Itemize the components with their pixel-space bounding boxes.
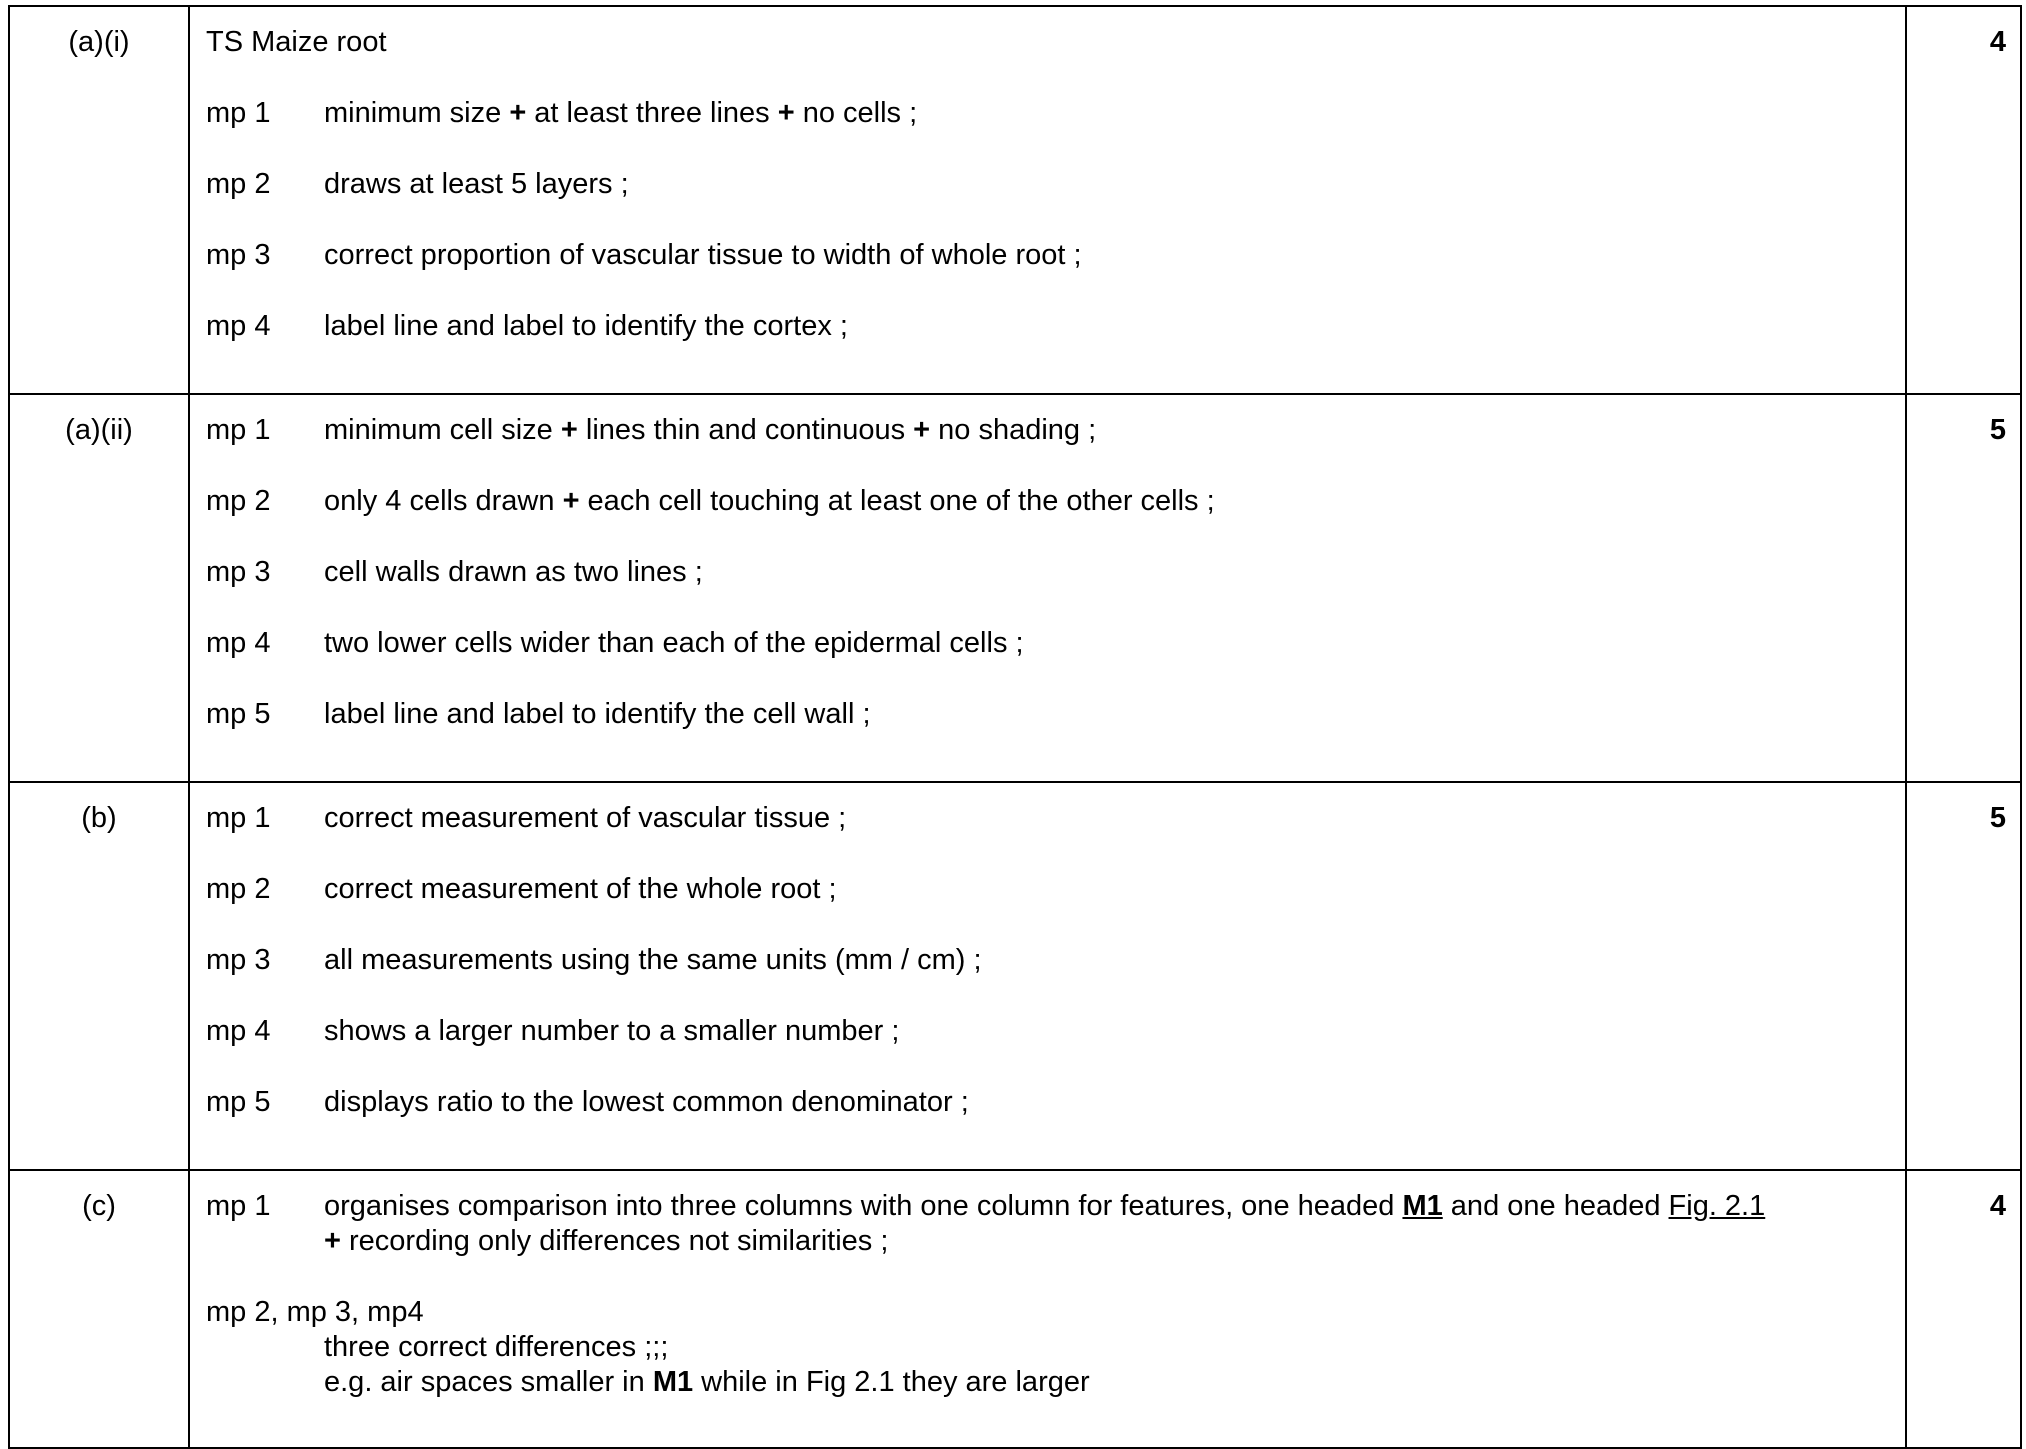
marks-cell: 5 [1906, 782, 2021, 1170]
table-row [9, 782, 2021, 1170]
answer-cell [189, 782, 1906, 1170]
marks-cell: 4 [1906, 6, 2021, 394]
question-number: (c) [9, 1170, 189, 1448]
marking-point: mp 4 label line and label to identify the cortex ; [206, 310, 848, 342]
marking-point: mp 1 correct measurement of vascular tissue ; [206, 802, 847, 834]
marking-point [206, 1295, 1885, 1400]
marking-point: mp 4 two lower cells wider than each of the epidermal cells ; [206, 627, 1024, 659]
question-number: (a)(i) [9, 6, 189, 394]
marking-point: mp 3 cell walls drawn as two lines ; [206, 556, 703, 588]
mark-scheme-table [8, 5, 2022, 1449]
answer-cell [189, 394, 1906, 782]
marking-point-text: three correct differences ;;; [324, 1331, 669, 1363]
question-number: (b) [9, 782, 189, 1170]
marking-point: mp 2 only 4 cells drawn + each cell touching at least one of the other cells ; [206, 485, 1215, 517]
answer-cell [189, 1170, 1906, 1448]
marking-point: mp 3 all measurements using the same units (mm / cm) ; [206, 944, 982, 976]
marking-point: mp 1 organises comparison into three columns with one column for features, one headed M1 and one headed Fig. 2.1 + recording only differences not similarities ; [206, 1190, 1766, 1257]
example-text: e.g. air spaces smaller in M1 while in Fig 2.1 they are larger [324, 1366, 1090, 1398]
answer-cell [189, 6, 1906, 394]
table-row [9, 6, 2021, 394]
marking-point: mp 4 shows a larger number to a smaller number ; [206, 1015, 900, 1047]
table-row [9, 1170, 2021, 1448]
table-row [9, 394, 2021, 782]
marking-point: mp 2 correct measurement of the whole root ; [206, 873, 837, 905]
marking-point: mp 1 minimum cell size + lines thin and continuous + no shading ; [206, 414, 1097, 446]
marking-point: mp 5 displays ratio to the lowest common denominator ; [206, 1086, 969, 1118]
marking-point: mp 3 correct proportion of vascular tissue to width of whole root ; [206, 239, 1082, 271]
marking-point: mp 1 minimum size + at least three lines + no cells ; [206, 97, 918, 129]
marks-cell: 5 [1906, 394, 2021, 782]
answer-heading: TS Maize root [206, 26, 387, 58]
marking-point: mp 2 draws at least 5 layers ; [206, 168, 629, 200]
marking-point-label: mp 2, mp 3, mp4 [206, 1296, 424, 1328]
question-number: (a)(ii) [9, 394, 189, 782]
marking-point: mp 5 label line and label to identify the cell wall ; [206, 698, 871, 730]
marks-cell: 4 [1906, 1170, 2021, 1448]
